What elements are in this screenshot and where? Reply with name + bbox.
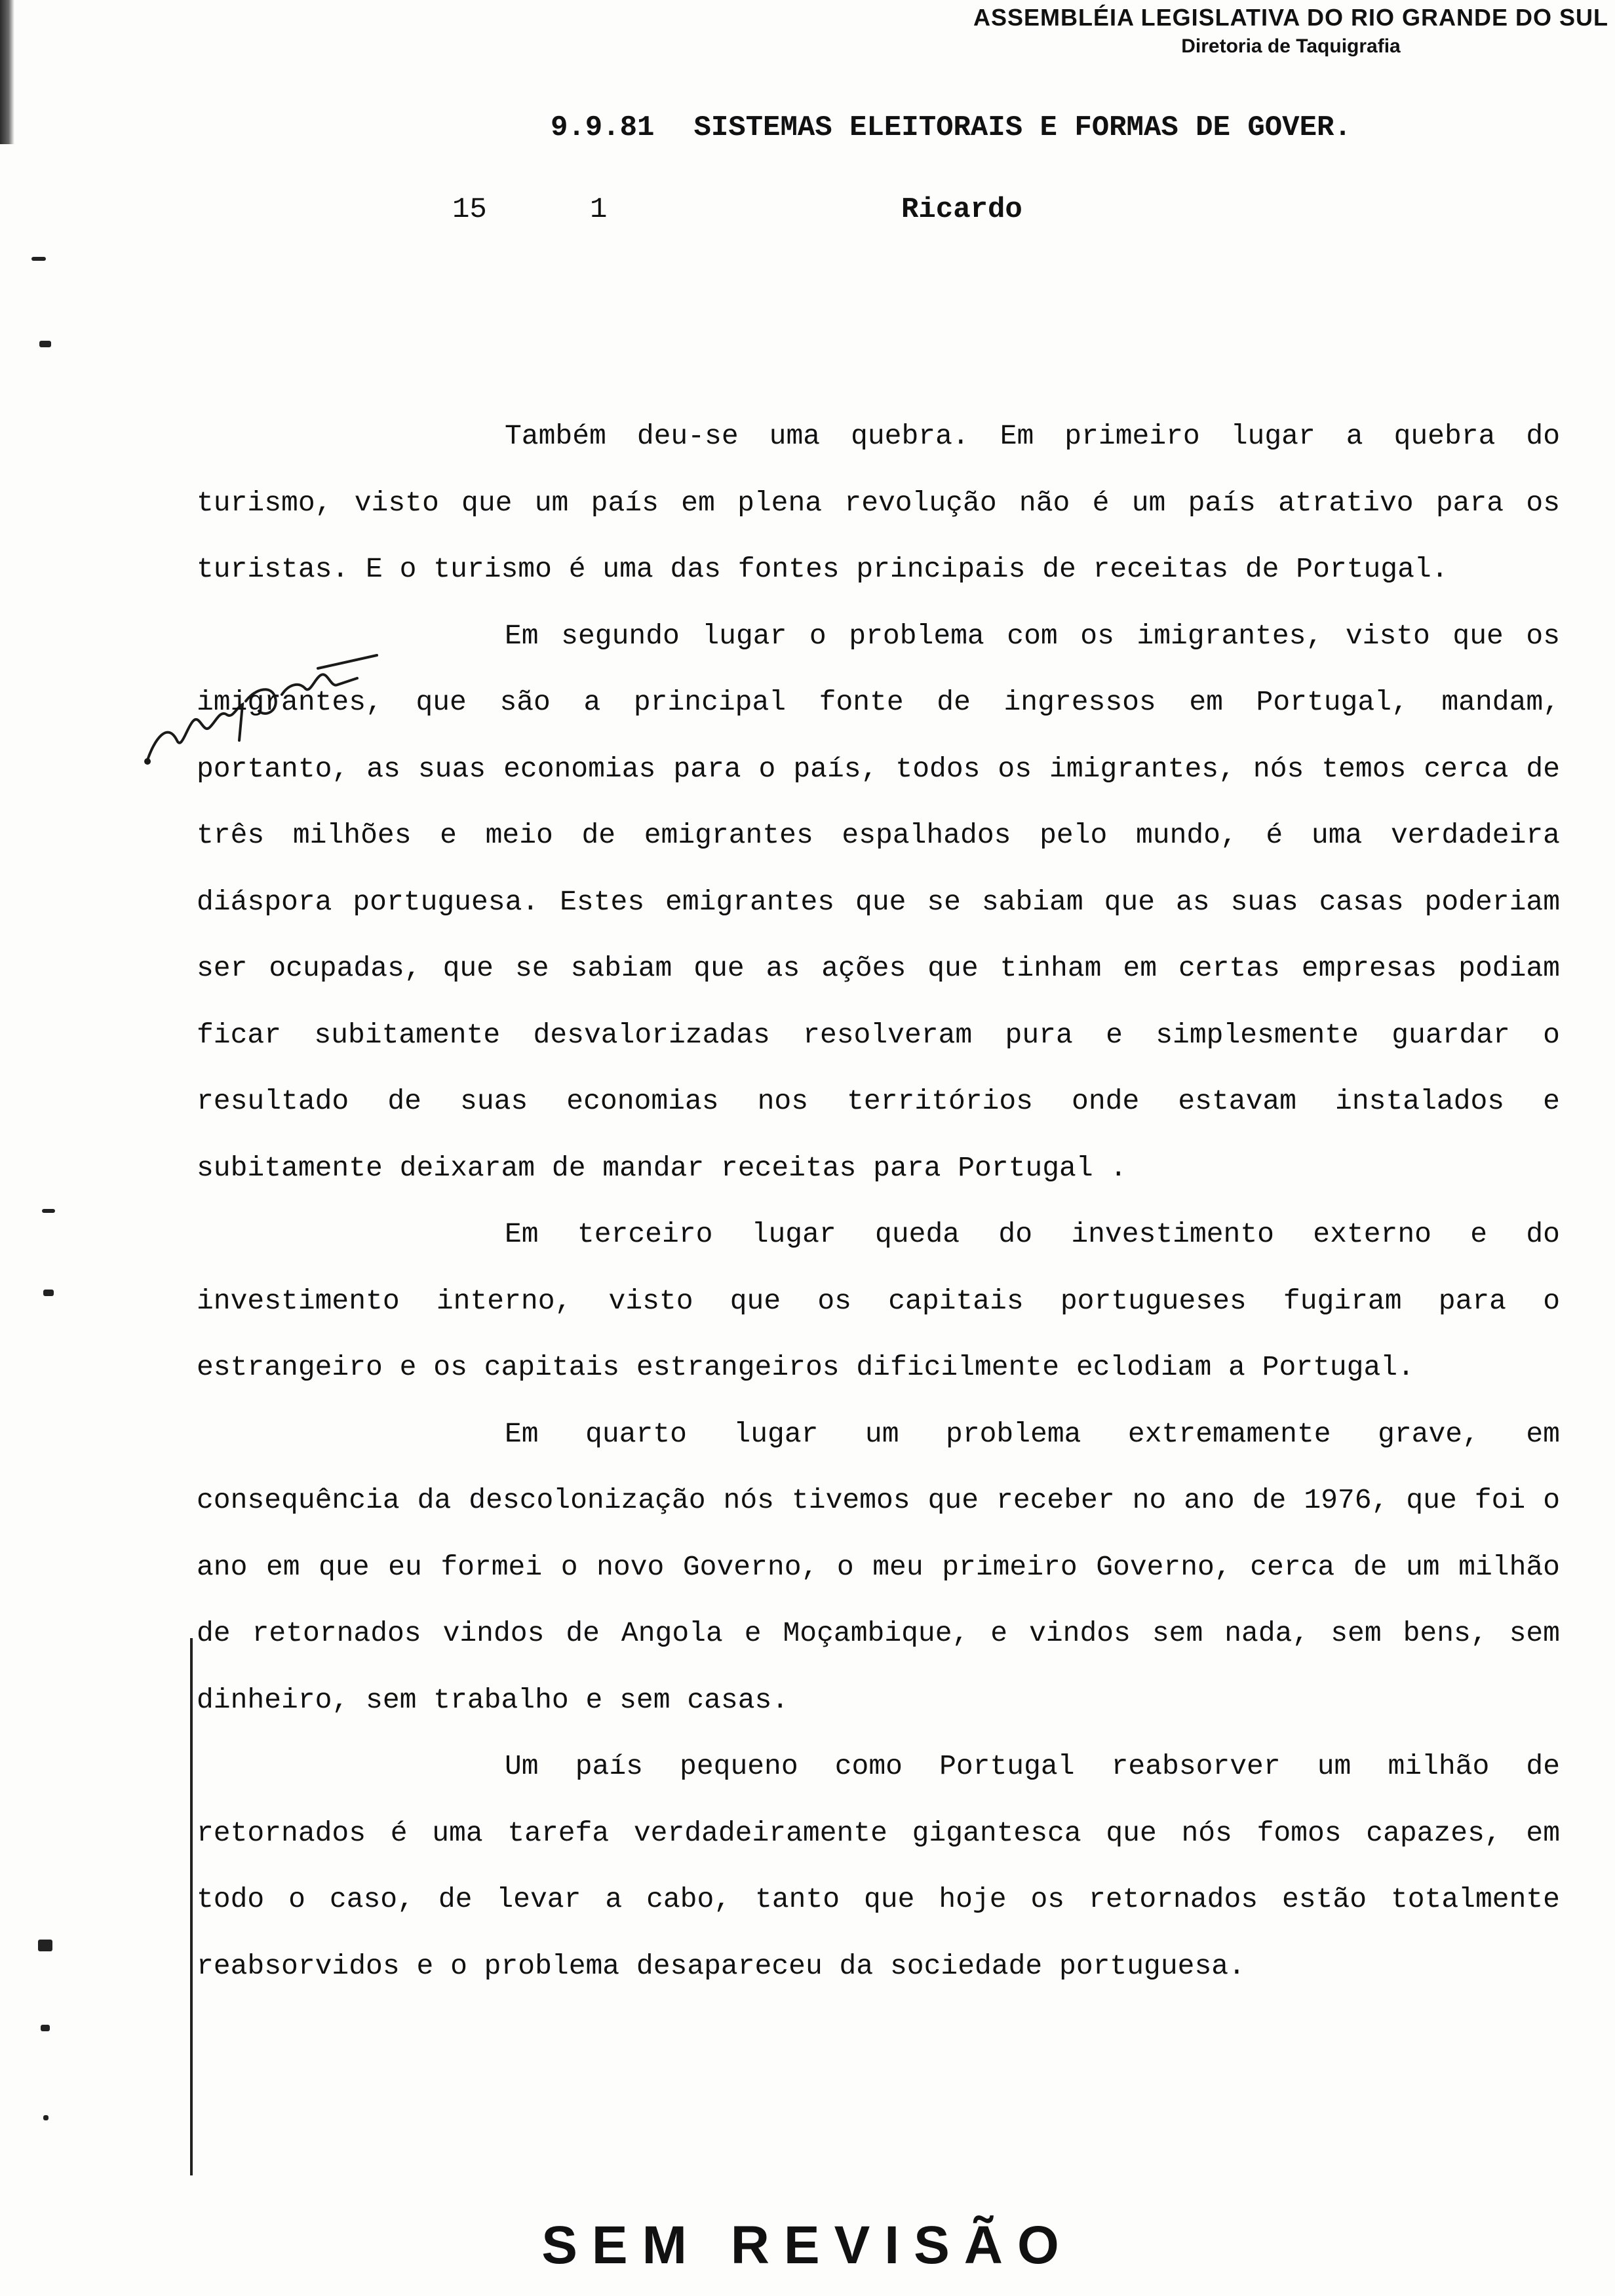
margin-mark bbox=[43, 2115, 49, 2120]
speaker-name: Ricardo bbox=[901, 193, 1022, 226]
paragraph-reabsorption: Um país pequeno como Portugal reabsorver um milhão de retornados é uma tarefa verdadeiramente gigantesca que nós fomos capazes, em todo o caso, de levar a cabo, tanto que hoje os retornados estão totalmente reabsorvidos e o problema desapareceu da sociedade portuguesa. bbox=[197, 1750, 1560, 1982]
margin-mark bbox=[42, 1209, 55, 1213]
scan-edge-shadow bbox=[0, 0, 14, 144]
session-header bbox=[551, 111, 1352, 144]
department-name: Diretoria de Taquigrafia bbox=[1181, 35, 1401, 57]
page-number: 1 bbox=[590, 193, 608, 226]
session-date: 9.9.81 bbox=[551, 111, 655, 144]
no-revision-stamp: SEM REVISÃO bbox=[541, 2215, 1074, 2275]
margin-bracket-line bbox=[190, 1638, 193, 2175]
margin-mark bbox=[31, 257, 46, 261]
institution-name: ASSEMBLÉIA LEGISLATIVA DO RIO GRANDE DO SUL bbox=[973, 4, 1608, 31]
margin-mark bbox=[41, 2025, 50, 2031]
session-title: SISTEMAS ELEITORAIS E FORMAS DE GOVER. bbox=[693, 111, 1352, 144]
paragraph-tourism: Também deu-se uma quebra. Em primeiro lugar a quebra do turismo, visto que um país em plena revolução não é um país atrativo para os turistas. E o turismo é uma das fontes principais de receitas de Portugal. bbox=[197, 420, 1560, 585]
margin-mark bbox=[39, 341, 51, 347]
paragraph-returnees: Em quarto lugar um problema extremamente grave, em consequência da descolonização nós tivemos que receber no ano de 1976, que foi o ano em que eu formei o novo Governo, o meu primeiro Governo, cerca de um milhão de retornados vindos de Angola e Moçambique, e vindos sem nada, sem bens, sem dinheiro, sem trabalho e sem casas. bbox=[197, 1417, 1560, 1716]
margin-mark bbox=[38, 1940, 52, 1951]
paragraph-emigrants: Em segundo lugar o problema com os imigrantes, visto que os imigrantes, que são a principal fonte de ingressos em Portugal, mandam, portanto, as suas economias para o país, todos os imigrantes, nós temos cerca de três milhões e meio de emigrantes espalhados pelo mundo, é uma verdadeira diáspora portuguesa. Estes emigrantes que se sabiam que as suas casas poderiam ser ocupadas, que se sabiam que as ações que tinham em certas empresas podiam ficar subitamente desvalorizadas resolveram pura e simplesmente guardar o resultado de suas economias nos territórios onde estavam instalados e subitamente deixaram de mandar receitas para Portugal . bbox=[197, 619, 1560, 1184]
sheet-number: 15 bbox=[452, 193, 487, 226]
institution-header bbox=[973, 4, 1608, 58]
paragraph-investment: Em terceiro lugar queda do investimento externo e do investimento interno, visto que os capitais portugueses fugiram para o estrangeiro e os capitais estrangeiros dificilmente eclodiam a Portugal. bbox=[197, 1218, 1560, 1383]
transcript-body bbox=[197, 403, 1560, 1999]
margin-mark bbox=[43, 1290, 54, 1296]
